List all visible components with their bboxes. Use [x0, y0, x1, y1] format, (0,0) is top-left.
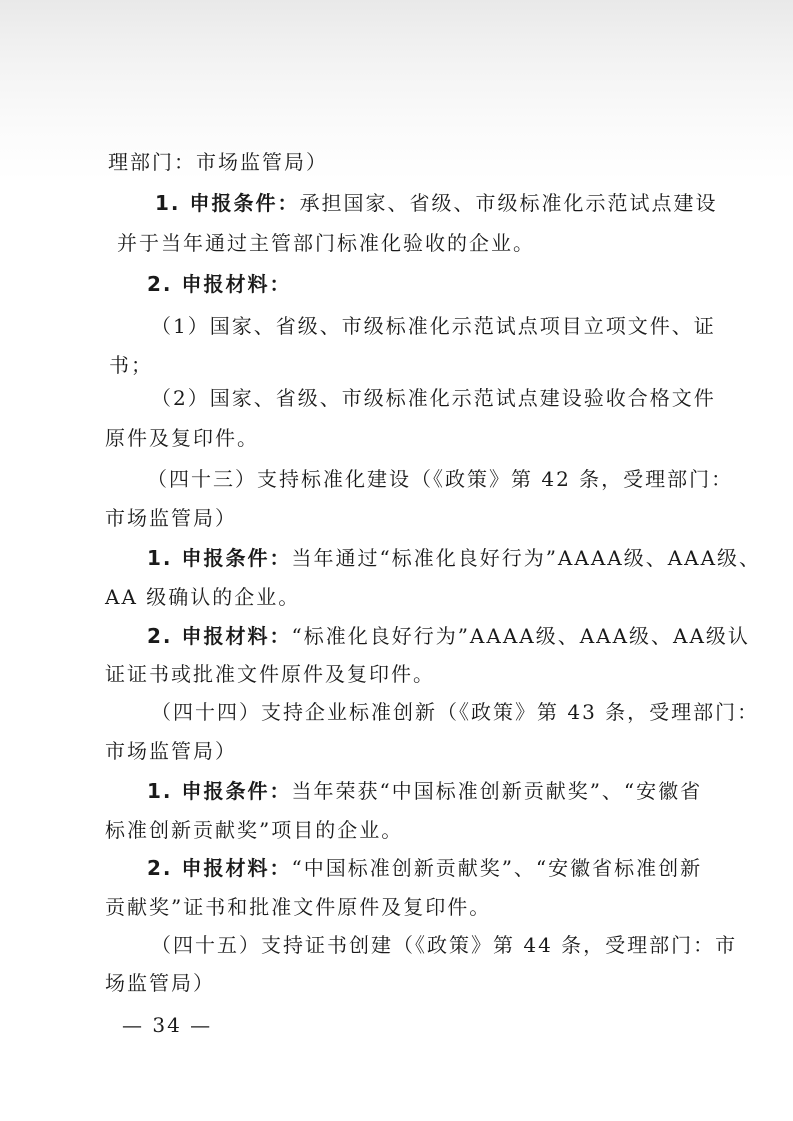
text-line: 2. 申报材料：“标准化良好行为”AAAA级、AAA级、AA级认 — [147, 624, 750, 648]
text-line: 1. 申报条件：当年通过“标准化良好行为”AAAA级、AAA级、 — [147, 546, 762, 570]
text-line: 1. 申报条件：当年荣获“中国标准创新贡献奖”、“安徽省 — [147, 779, 703, 803]
text-line: （四十三）支持标准化建设（《政策》第 42 条，受理部门： — [147, 467, 734, 491]
text-line: 2. 申报材料：“中国标准创新贡献奖”、“安徽省标准创新 — [147, 856, 703, 880]
text-line: 2. 申报材料： — [147, 272, 292, 296]
text-line: 并于当年通过主管部门标准化验收的企业。 — [117, 231, 535, 255]
text-line: AA 级确认的企业。 — [105, 585, 301, 609]
text-line: 标准创新贡献奖”项目的企业。 — [105, 818, 404, 842]
text-line: 理部门：市场监管局） — [108, 150, 328, 174]
text-line: 贡献奖”证书和批准文件原件及复印件。 — [105, 895, 492, 919]
text-line: 场监管局） — [105, 971, 215, 995]
page-number: — 34 — — [122, 1013, 213, 1037]
text-line: （2）国家、省级、市级标准化示范试点建设验收合格文件 — [151, 386, 716, 410]
text-line: 原件及复印件。 — [105, 426, 259, 450]
text-line: 市场监管局） — [105, 506, 237, 530]
text-line: （四十四）支持企业标准创新（《政策》第 43 条，受理部门： — [151, 700, 760, 724]
text-line: （1）国家、省级、市级标准化示范试点项目立项文件、证 — [151, 314, 716, 338]
text-line: 书； — [109, 353, 153, 377]
text-line: 市场监管局） — [105, 739, 237, 763]
text-line: 证证书或批准文件原件及复印件。 — [105, 662, 435, 686]
text-line: 1. 申报条件：承担国家、省级、市级标准化示范试点建设 — [155, 191, 718, 215]
text-line: （四十五）支持证书创建（《政策》第 44 条，受理部门：市 — [151, 933, 738, 957]
